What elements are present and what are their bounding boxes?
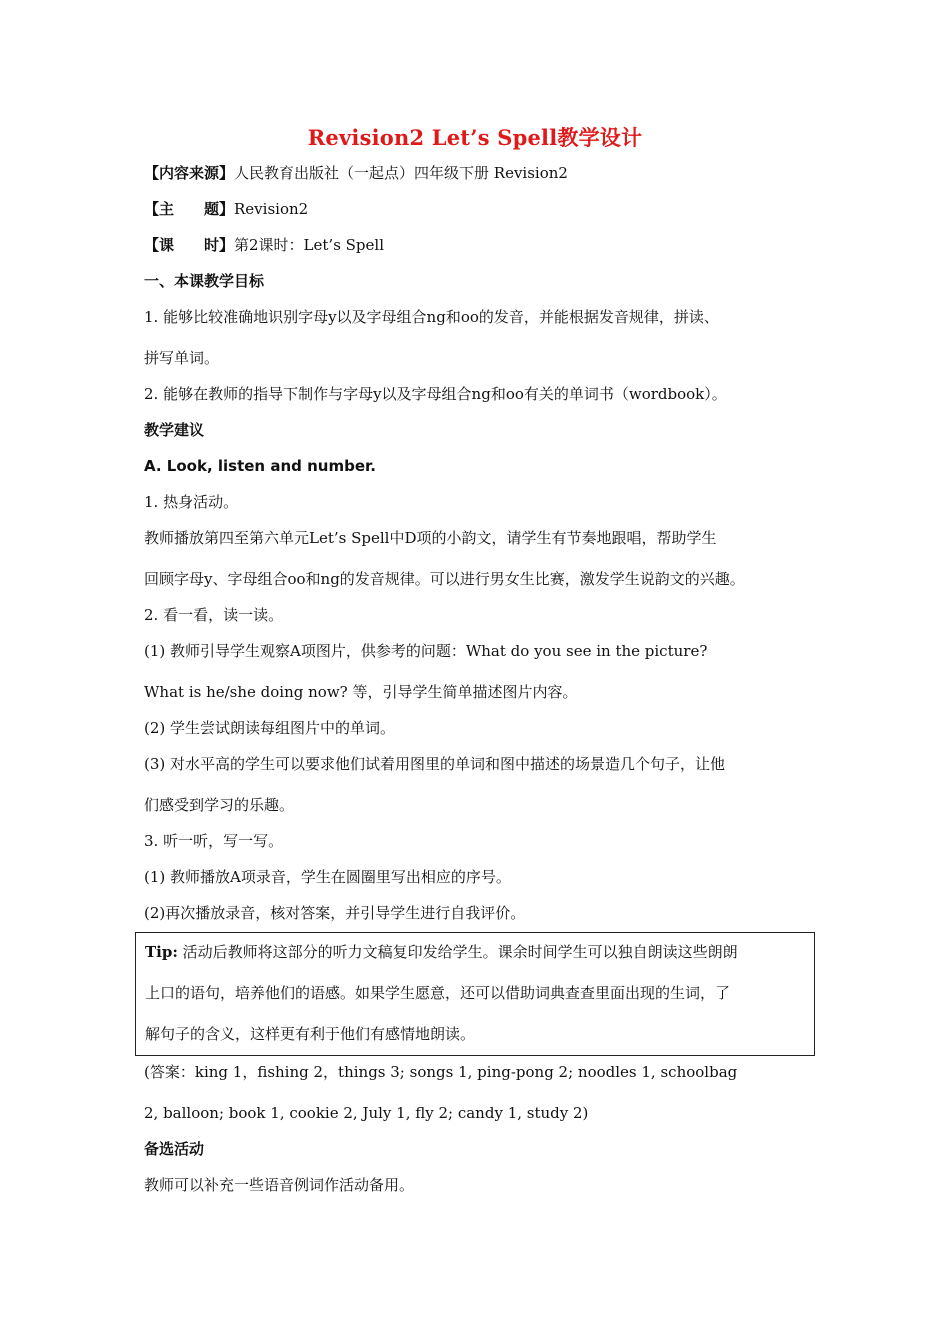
step-2-1-line-1: (1) 教师引导学生观察A项图片，供参考的问题：What do you see in the picture? [144,642,708,660]
step-2-1-line-2: What is he/she doing now? 等，引导学生简单描述图片内容。 [144,683,578,701]
part-a-heading: A. Look, listen and number. [144,457,376,475]
section-heading-suggestion: 教学建议 [144,421,205,439]
step-2-3-line-1: (3) 对水平高的学生可以要求他们试着用图里的单词和图中描述的场景造几个句子，让他 [144,755,726,773]
tip-box [135,932,815,1056]
step-3-1: (1) 教师播放A项录音，学生在圆圈里写出相应的序号。 [144,868,511,886]
answers-line-1: (答案：king 1，fishing 2，things 3; songs 1, ping-pong 2; noodles 1, schoolbag [144,1063,738,1081]
tip-line-3: 解句子的含义，这样更有利于他们有感情地朗读。 [145,1025,476,1043]
section-heading-goals: 一、本课教学目标 [144,272,265,290]
step-3-2: (2)再次播放录音，核对答案，并引导学生进行自我评价。 [144,904,526,922]
source-label: 【内容来源】 [144,164,235,182]
optional-text: 教师可以补充一些语音例词作活动备用。 [144,1176,415,1194]
tip-line-2: 上口的语句，培养他们的语感。如果学生愿意，还可以借助词典查查里面出现的生词，了 [145,984,731,1002]
period-value: 第2课时：Let’s Spell [234,236,385,254]
period-label: 【课 时】 [144,236,235,254]
step-1-line-1: 教师播放第四至第六单元Let’s Spell中D项的小韵文，请学生有节奏地跟唱，帮助学生 [144,529,717,547]
topic-value: Revision2 [234,200,309,218]
answers-line-2: 2, balloon; book 1, cookie 2, July 1, fly 2; candy 1, study 2) [144,1104,589,1122]
tip-label: Tip: [145,943,178,961]
goal-2: 2. 能够在教师的指导下制作与字母y以及字母组合ng和oo有关的单词书（wordbook）。 [144,385,727,403]
source-value: 人民教育出版社（一起点）四年级下册 Revision2 [234,164,568,182]
topic-label: 【主 题】 [144,200,235,218]
document-title: Revision2 Let’s Spell教学设计 [307,125,643,150]
step-1-line-2: 回顾字母y、字母组合oo和ng的发音规律。可以进行男女生比赛，激发学生说韵文的兴趣。 [144,570,745,588]
tip-text-1: 活动后教师将这部分的听力文稿复印发给学生。课余时间学生可以独自朗读这些朗朗 [182,943,738,961]
goal-1-line-2: 拼写单词。 [144,349,220,367]
meta-period [144,234,384,256]
tip-line-1 [145,941,738,963]
meta-source [144,162,568,184]
optional-heading: 备选活动 [144,1140,205,1158]
meta-topic [144,198,308,220]
step-2-3-line-2: 们感受到学习的乐趣。 [144,796,295,814]
goal-1-line-1: 1. 能够比较准确地识别字母y以及字母组合ng和oo的发音，并能根据发音规律，拼读、 [144,308,719,326]
step-2-2: (2) 学生尝试朗读每组图片中的单词。 [144,719,396,737]
step-1: 1. 热身活动。 [144,493,239,511]
step-3: 3. 听一听，写一写。 [144,832,284,850]
step-2: 2. 看一看，读一读。 [144,606,284,624]
